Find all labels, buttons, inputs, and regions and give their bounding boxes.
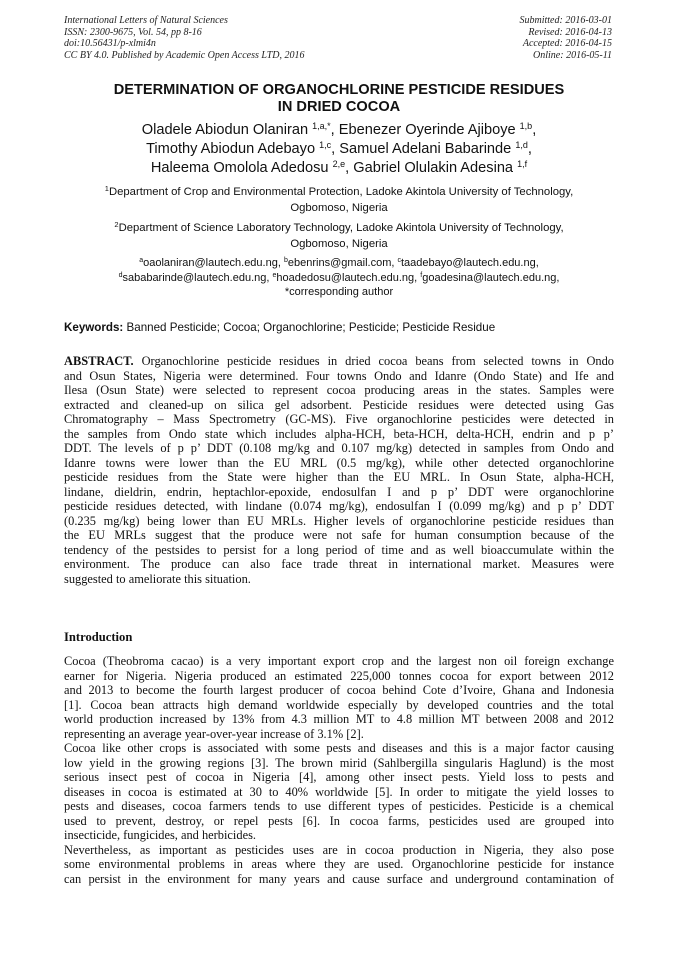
- email-link[interactable]: hoadedosu@lautech.edu.ng: [276, 271, 415, 284]
- email-list: $^a$oaolaniran@lautech.edu.ng, $^b$ebenrins@gmail.com, $^c$taadebayo@lautech.edu.ng, $^d$sababarinde@lautech.edu.ng, $^e$hoadedosu@lautech.edu.ng, $^f$goadesina@lautech.edu.ng, *corresponding author: [64, 256, 614, 300]
- keywords-text: Banned Pesticide; Cocoa; Organochlorine; Pesticide; Pesticide Residue: [126, 321, 496, 334]
- author-affil: 1,b: [519, 121, 533, 131]
- author-affil: 1,c: [319, 140, 332, 150]
- affiliation-text: Department of Science Laboratory Technology, Ladoke Akintola University of Technology,: [118, 222, 564, 234]
- abstract: ABSTRACT. Organochlorine pesticide residues in dried cocoa beans from selected towns in Ondo and Osun States, Nigeria were determined. Four towns Ondo and Idanre (Ondo State) and Ife and Ilesa (Osun State) were selected to represent cocoa producing areas in the states. Samples were extracted and cleaned-up on silica gel adsorbent. Pesticide residues were detected using Gas Chromatography – Mass Spectrometry (GC-MS). Five organochlorine pesticides were detected in the samples from Ondo state which includes alpha-HCH, beta-HCH, delta-HCH, endrin and p p’ DDT. The levels of p p’ DDT (0.108 mg/kg and 0.107 mg/kg) detected in samples from Ondo and Idanre towns were lower than the EU MRL (0.5 mg/kg), while other detected organochlorine pesticide residues from the State were higher than the EU MRL. In Osun State, alpha-HCH, lindane, dieldrin, endrin, heptachlor-epoxide, endosulfan I and p p’ DDT were organochlorine pesticide residues detected, with lindane (0.074 mg/kg), endosulfan I (0.099 mg/kg) and p p’ DDT (0.235 mg/kg) being lower than EU MRLs. Higher levels of organochlorine pesticide residues than the EU MRLs suggest that the produce were not safe for human consumption because of the tendency of the pestsides to persist for a long period of time and as well bioaccumulate within the environment. The produce can also face trade threat in international market. Measures were suggested to ameliorate this situation.: [64, 354, 614, 586]
- author-affil: 1,f: [517, 159, 528, 169]
- journal-license: CC BY 4.0. Published by Academic Open Access LTD, 2016: [64, 49, 305, 61]
- author-name: Gabriel Olulakin Adesina: [353, 160, 514, 176]
- author-name: Timothy Abiodun Adebayo: [146, 141, 316, 157]
- journal-issn: ISSN: 2300-9675, Vol. 54, pp 8-16: [64, 26, 202, 38]
- email-link[interactable]: oaolaniran@lautech.edu.ng: [143, 257, 278, 269]
- author-affil: 2,e: [332, 159, 346, 169]
- author-name: Haleema Omolola Adedosu: [150, 160, 329, 176]
- title-line-1: DETERMINATION OF ORGANOCHLORINE PESTICIDE RESIDUES: [113, 82, 565, 98]
- author-name: Ebenezer Oyerinde Ajiboye: [338, 122, 516, 138]
- keywords-label: Keywords:: [64, 321, 124, 334]
- journal-header-left: [64, 15, 305, 61]
- journal-doi: doi:10.56431/p-xlmi4n: [64, 38, 156, 49]
- affiliation-1: [64, 184, 614, 216]
- author-name: Oladele Abiodun Olaniran: [141, 122, 309, 138]
- corresponding-author: *corresponding author: [284, 286, 394, 298]
- date-revised: Revised: 2016-04-13: [528, 26, 612, 38]
- author-affil: 1,d: [515, 140, 528, 150]
- author-name: Samuel Adelani Babarinde: [339, 141, 512, 157]
- authors-line-2: Timothy Abiodun Adebayo $^{1,c}$, Samuel Adelani Babarinde $^{1,d}$,: [146, 140, 532, 157]
- email-link[interactable]: goadesina@lautech.edu.ng: [422, 271, 557, 284]
- paper-title: [64, 82, 614, 116]
- email-link[interactable]: sababarinde@lautech.edu.ng: [122, 271, 267, 284]
- date-accepted: Accepted: 2016-04-15: [522, 38, 612, 49]
- title-line-2: IN DRIED COCOA: [277, 99, 401, 115]
- authors-line-3: Haleema Omolola Adedosu $^{2,e}$, Gabriel Olulakin Adesina $^{1,f}$: [150, 159, 528, 176]
- affiliation-city: Ogbomoso, Nigeria: [290, 238, 388, 250]
- introduction-body: Cocoa (Theobroma cacao) is a very important export crop and the largest non oil foreign exchange earner for Nigeria. Nigeria produced an estimated 225,000 tonnes cocoa for export between 2012 and 2013 to become the fourth largest producer of cocoa behind Cote d’Ivoire, Ghana and Indonesia [1]. Cocoa bean attracts high demand worldwide especially by developed countries and the total world production increased by 13% from 4.3 million MT to 4.8 million MT between 2008 and 2012 representing an average year-over-year increase of 3.1% [2]. Cocoa like other crops is associated with some pests and diseases and this is a major factor causing low yield in the growing regions [3]. The brown mirid (Sahlbergilla singularis Haglund) is the most serious insect pest of cocoa in Nigeria [4], among other insect pests. Yield loss to pests and diseases in cocoa is estimated at 30 to 40% worldwide [5]. In order to mitigate the yield losses to pests and diseases, cocoa farmers tends to use different types of pesticides. Pesticide is a chemical used to prevent, destroy, or repel pests [6]. In cocoa farms, pesticides used are grouped into insecticide, fungicides, and herbicides. Nevertheless, as important as pesticides uses are in cocoa production in Nigeria, they also pose some environmental problems in areas where they are used. Organochlorine pesticide for instance can persist in the environment for many years and cause surface and underground contamination of: [64, 654, 614, 886]
- authors-line-1: Oladele Abiodun Olaniran $^{1,a,*}$, Ebenezer Oyerinde Ajiboye $^{1,b}$,: [141, 121, 537, 138]
- affiliation-number: 2: [114, 220, 119, 229]
- keywords: [64, 321, 614, 335]
- date-online: Online: 2016-05-11: [533, 49, 612, 61]
- date-submitted: Submitted: 2016-03-01: [519, 15, 612, 26]
- affiliation-city: Ogbomoso, Nigeria: [290, 202, 388, 214]
- email-link[interactable]: ebenrins@gmail.com: [287, 257, 392, 269]
- author-affil: 1,a,*: [312, 121, 331, 131]
- affiliation-number: 1: [104, 184, 109, 193]
- journal-name: International Letters of Natural Sciences: [64, 15, 228, 26]
- author-list: [64, 121, 614, 178]
- abstract-label: ABSTRACT.: [64, 354, 134, 368]
- journal-header-right: [520, 15, 613, 61]
- email-link[interactable]: taadebayo@lautech.edu.ng: [401, 257, 536, 269]
- affiliation-text: Department of Crop and Environmental Protection, Ladoke Akintola University of Technology,: [108, 186, 574, 198]
- introduction-heading: Introduction: [64, 630, 133, 644]
- affiliation-2: [64, 220, 614, 252]
